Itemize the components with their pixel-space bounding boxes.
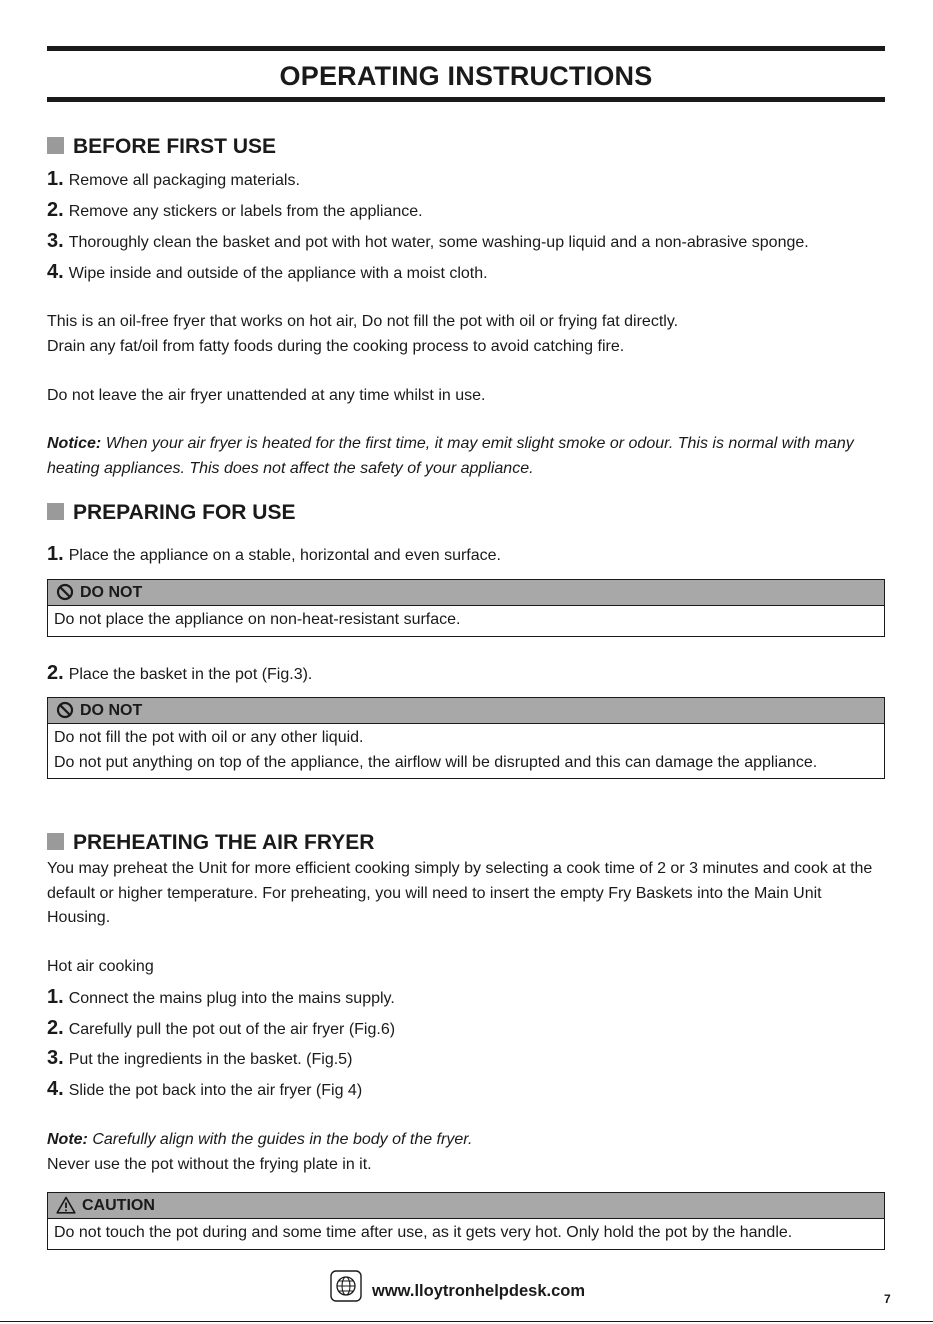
do-not-box — [47, 697, 885, 779]
globe-icon — [330, 1270, 362, 1313]
list-item: 1. Connect the mains plug into the mains supply. — [47, 986, 395, 1008]
warning-triangle-icon — [56, 1196, 76, 1214]
list-item: 1. Remove all packaging materials. — [47, 168, 300, 190]
caution-box — [47, 1192, 885, 1250]
list-item: 3. Put the ingredients in the basket. (Fig.5) — [47, 1047, 353, 1069]
section-marker-icon — [47, 137, 64, 154]
list-item: 3. Thoroughly clean the basket and pot with hot water, some washing-up liquid and a non-abrasive sponge. — [47, 230, 809, 252]
do-not-header: DO NOT — [48, 698, 884, 724]
caution-header: CAUTION — [48, 1193, 884, 1219]
page-title: OPERATING INSTRUCTIONS — [279, 61, 653, 91]
section-heading-preparing-for-use: PREPARING FOR USE — [47, 500, 295, 526]
section-marker-icon — [47, 503, 64, 520]
note-paragraph: Note: Carefully align with the guides in the body of the fryer. Never use the pot without the frying plate in it. — [47, 1131, 473, 1173]
footer-url-link[interactable]: www.lloytronhelpdesk.com — [372, 1281, 586, 1300]
section-heading-preheating: PREHEATING THE AIR FRYER — [47, 830, 374, 856]
list-item: 1. Place the appliance on a stable, horizontal and even surface. — [47, 543, 501, 565]
prohibited-icon — [56, 583, 74, 601]
list-item: 4. Slide the pot back into the air fryer (Fig 4) — [47, 1078, 363, 1100]
bottom-rule — [0, 1321, 933, 1322]
do-not-header: DO NOT — [48, 580, 884, 606]
unattended-paragraph: Do not leave the air fryer unattended at any time whilst in use. — [47, 387, 486, 404]
do-not-body: Do not fill the pot with oil or any other liquid. Do not put anything on top of the appliance, the airflow will be disrupted and this can damage the appliance. — [54, 729, 818, 771]
list-item: 2. Place the basket in the pot (Fig.3). — [47, 662, 313, 684]
list-item: 2. Remove any stickers or labels from the appliance. — [47, 199, 423, 221]
preheating-intro: You may preheat the Unit for more efficient cooking simply by selecting a cook time of 2 or 3 minutes and cook at the default or higher temperature. For preheating, you will need to insert the empty Fry Baskets into the Main Unit Housing. — [47, 860, 873, 926]
page-number: 7 — [884, 1292, 891, 1306]
do-not-body: Do not place the appliance on non-heat-resistant surface. — [54, 611, 461, 628]
section-heading-before-first-use: BEFORE FIRST USE — [47, 134, 276, 160]
section-marker-icon — [47, 833, 64, 850]
notice-paragraph: Notice: When your air fryer is heated for the first time, it may emit slight smoke or odour. This is normal with many heating appliances. This does not affect the safety of your appliance. — [47, 435, 854, 477]
oil-free-paragraph: This is an oil-free fryer that works on hot air, Do not fill the pot with oil or frying fat directly. Drain any fat/oil from fatty foods during the cooking process to avoid catching fire. — [47, 313, 679, 355]
header-bottom-rule — [47, 97, 885, 102]
prohibited-icon — [56, 701, 74, 719]
list-item: 4. Wipe inside and outside of the appliance with a moist cloth. — [47, 261, 488, 283]
hot-air-cooking-label: Hot air cooking — [47, 958, 154, 975]
header-top-rule — [47, 46, 885, 51]
caution-body: Do not touch the pot during and some time after use, as it gets very hot. Only hold the pot by the handle. — [54, 1224, 793, 1241]
list-item: 2. Carefully pull the pot out of the air fryer (Fig.6) — [47, 1017, 396, 1039]
do-not-box — [47, 579, 885, 637]
footer-website[interactable] — [330, 1270, 585, 1302]
